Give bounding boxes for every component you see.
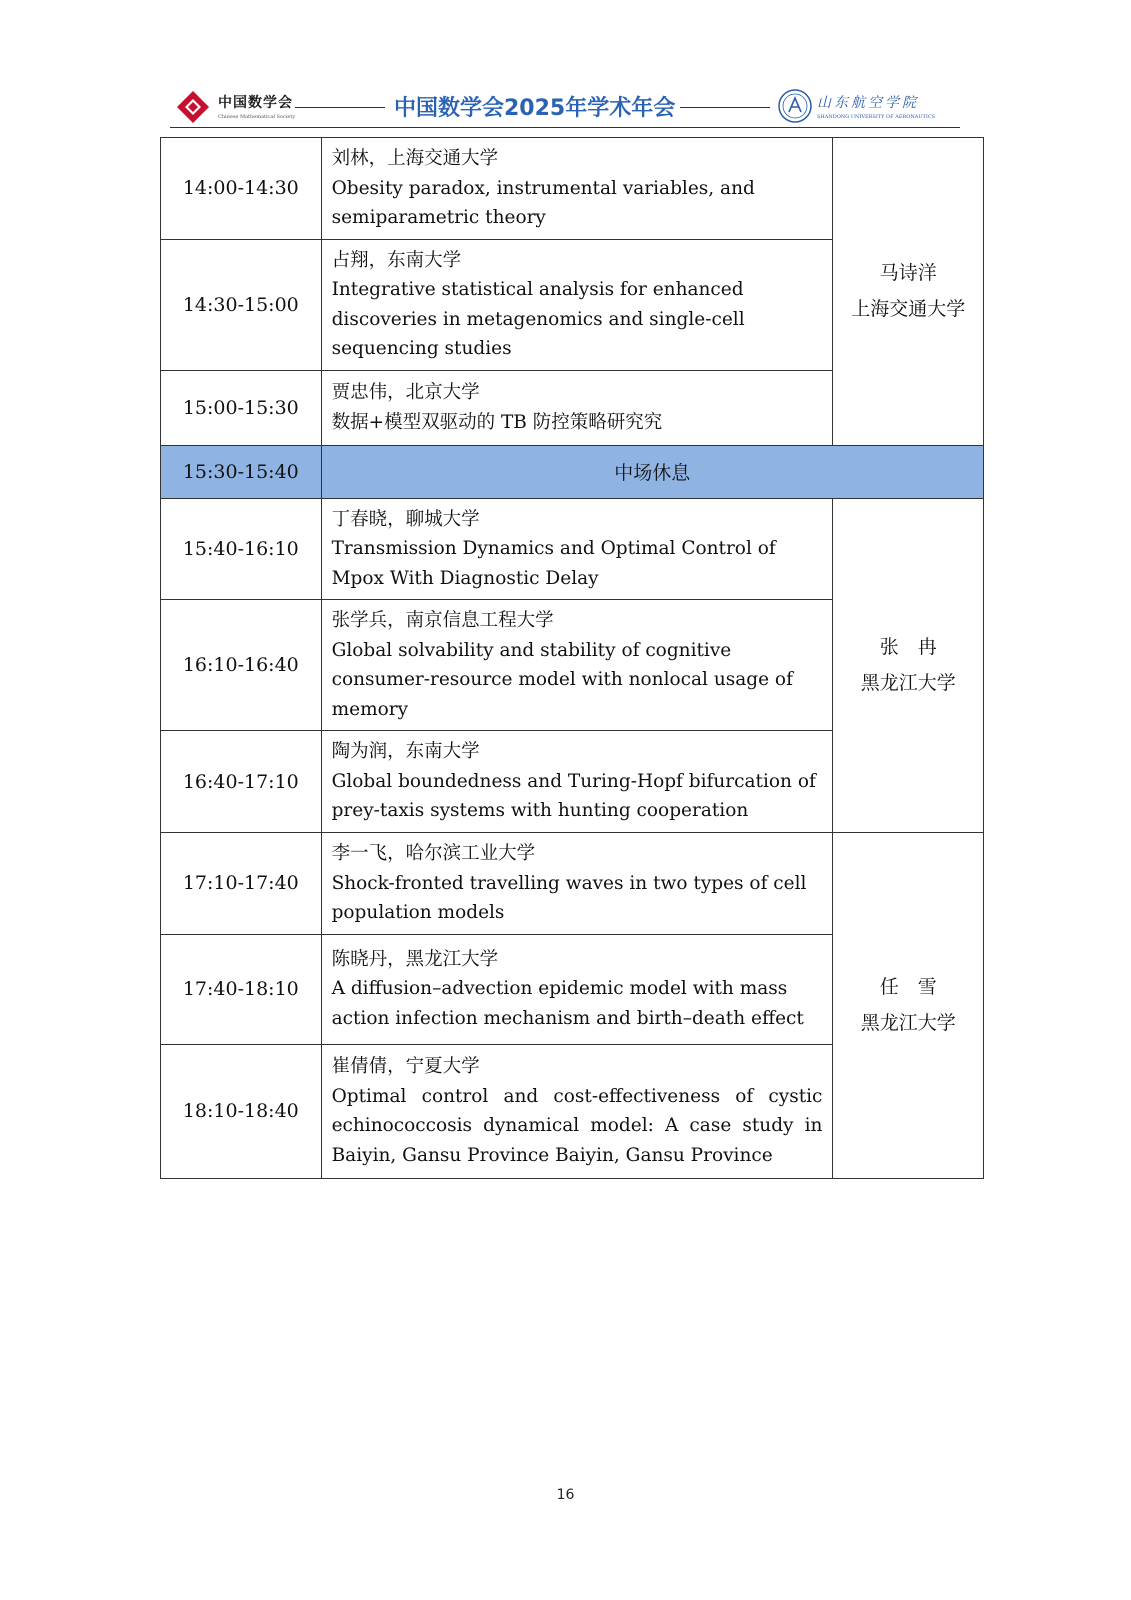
talk-cell [321, 600, 833, 731]
talk-cell [321, 498, 833, 600]
time-slot: 18:10-18:40 [161, 1044, 322, 1178]
cms-logo-text: 中国数学会 [218, 95, 293, 111]
table-row [161, 498, 984, 600]
university-logo-text: 山东航空学院 [817, 95, 919, 111]
speaker: 陶为润，东南大学 [331, 741, 480, 763]
speaker: 张学兵，南京信息工程大学 [331, 610, 554, 631]
talk-title: Obesity paradox, instrumental variables, and semiparametric theory [331, 177, 755, 228]
talk-cell [321, 731, 833, 833]
chair-cell [833, 498, 984, 833]
time-slot: 17:40-18:10 [161, 934, 322, 1044]
time-slot: 15:40-16:10 [161, 498, 322, 600]
page-title: 中国数学会2025年学术年会 [394, 96, 676, 121]
talk-cell [321, 1044, 833, 1178]
speaker: 陈晓丹，黑龙江大学 [331, 948, 499, 970]
chair-name: 任 雪 [879, 976, 937, 999]
talk-title: Global solvability and stability of cognitive consumer-resource model with nonlocal usage of memory [331, 639, 793, 720]
talk-title: Optimal control and cost-effectiveness of cystic echinococcosis dynamical model: A case study in Baiyin, Gansu Province Baiyin, Gansu Province [331, 1085, 823, 1166]
cms-diamond-icon [176, 90, 210, 124]
time-slot: 14:00-14:30 [161, 138, 322, 240]
speaker: 刘林，上海交通大学 [331, 148, 499, 169]
chair-name: 张 冉 [879, 636, 937, 659]
page-number: 16 [556, 1487, 575, 1503]
time-slot: 14:30-15:00 [161, 239, 322, 370]
header-rule [170, 127, 960, 128]
header-divider-left [295, 107, 385, 108]
cms-logo [176, 86, 296, 126]
university-logo-subtext: SHANDONG UNIVERSITY OF AERONAUTICS [817, 114, 936, 120]
university-logo [777, 86, 957, 126]
university-emblem-icon [777, 88, 813, 124]
talk-cell [321, 370, 833, 445]
speaker: 丁春晓，聊城大学 [331, 508, 480, 530]
talk-title: A diffusion–advection epidemic model with mass action infection mechanism and birth–death effect [331, 978, 804, 1029]
time-slot: 16:40-17:10 [161, 731, 322, 833]
table-row [161, 833, 984, 935]
chair-affiliation: 上海交通大学 [851, 298, 966, 321]
break-label: 中场休息 [321, 445, 983, 498]
chair-affiliation: 黑龙江大学 [860, 1012, 956, 1035]
talk-cell [321, 833, 833, 935]
talk-cell [321, 934, 833, 1044]
speaker: 贾忠伟，北京大学 [331, 382, 480, 403]
talk-title: Transmission Dynamics and Optimal Control of Mpox With Diagnostic Delay [331, 538, 776, 589]
page-header [170, 80, 960, 130]
speaker: 崔倩倩，宁夏大学 [331, 1056, 480, 1077]
table-row [161, 138, 984, 240]
header-divider-right [680, 107, 770, 108]
time-slot: 16:10-16:40 [161, 600, 322, 731]
break-row [161, 445, 984, 498]
talk-title: Shock-fronted travelling waves in two types of cell population models [331, 872, 807, 923]
talk-cell [321, 138, 833, 240]
talk-title: Global boundedness and Turing-Hopf bifurcation of prey-taxis systems with hunting cooperation [331, 770, 816, 822]
cms-logo-subtext: Chinese Mathematical Society [218, 114, 296, 120]
talk-title: Integrative statistical analysis for enhanced discoveries in metagenomics and single-cell sequencing studies [331, 279, 745, 359]
chair-name: 马诗洋 [879, 262, 937, 285]
time-slot: 15:00-15:30 [161, 370, 322, 445]
talk-title: 数据+模型双驱动的 TB 防控策略研究究 [331, 411, 663, 433]
time-slot: 17:10-17:40 [161, 833, 322, 935]
chair-affiliation: 黑龙江大学 [860, 672, 956, 695]
time-slot: 15:30-15:40 [161, 445, 322, 498]
talk-cell [321, 239, 833, 370]
speaker: 占翔，东南大学 [331, 249, 462, 271]
chair-cell [833, 833, 984, 1179]
chair-cell [833, 138, 984, 446]
speaker: 李一飞，哈尔滨工业大学 [331, 843, 536, 864]
schedule-table [160, 137, 984, 1179]
